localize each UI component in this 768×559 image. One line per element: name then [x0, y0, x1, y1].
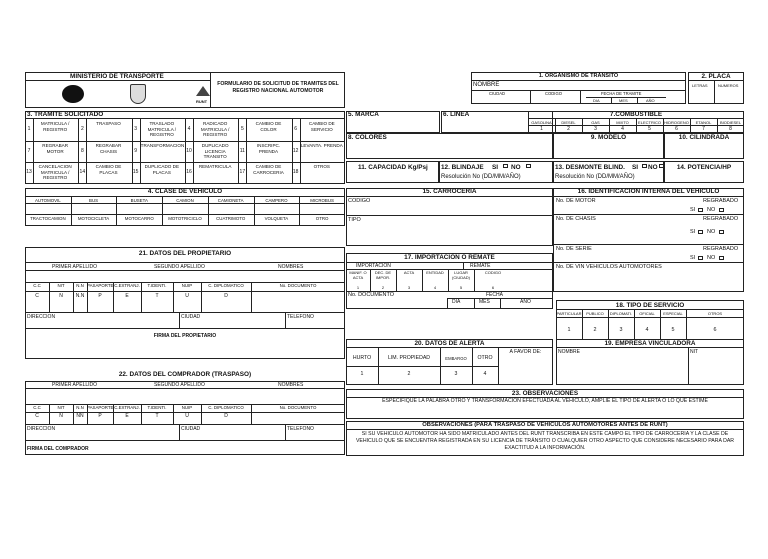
servicio-option-5[interactable]: ESPECIAL	[663, 311, 683, 316]
combustible-option-6[interactable]: HIDROGENO	[664, 120, 689, 125]
comprador-doc-code-4: E	[125, 413, 129, 419]
servicio-option-3[interactable]: DIPLOMATI.	[609, 311, 633, 316]
tramite-option-15[interactable]: DUPLICADO DE PLACAS	[144, 164, 180, 175]
placa-letras-label: LETRAS	[692, 83, 708, 88]
obs-traspaso-title: OBSERVACIONES (PARA TRASPASO DE VEHICULOS AUTOMOTORES ANTES DE RUNT)	[422, 422, 668, 428]
propietario-doc-code-1: N	[59, 293, 63, 299]
clase-option-microbus[interactable]: MICROBUS	[310, 198, 334, 203]
import-num-5: 5	[459, 285, 463, 290]
empresa-nit-label: NIT	[690, 349, 699, 355]
clase-option-otro[interactable]: OTRO	[315, 216, 329, 221]
import-col-3[interactable]: ACTA	[403, 270, 415, 275]
tramite-option-10[interactable]: DUPLICADO LICENCIA TRANSITO	[201, 143, 229, 159]
comprador-doc-code-3: P	[98, 413, 102, 419]
placa-numeros-label: NUMEROS	[718, 83, 739, 88]
desmonte-no-label: NO	[648, 164, 658, 171]
alerta-option-3[interactable]: OTRO	[477, 355, 493, 361]
tramite-number-18: 18	[292, 169, 299, 175]
comprador-ciudad: CIUDAD	[181, 426, 201, 432]
marca-label: 5. MARCA	[348, 111, 379, 118]
motor-regrabado-label: REGRABADO	[703, 198, 739, 204]
organismo-title: 1. ORGANISMO DE TRÁNSITO	[538, 73, 619, 79]
fecha-dia-label: DIA	[593, 98, 600, 103]
blindaje-si-checkbox[interactable]	[503, 164, 508, 168]
servicio-number-2: 2	[593, 327, 597, 333]
import-col-6[interactable]: CODIGO	[484, 270, 502, 275]
propietario-doc-code-2: N.N	[75, 293, 85, 299]
servicio-option-6[interactable]: OTROS	[707, 311, 723, 316]
form-title-line2: REGISTRO NACIONAL AUTOMOTOR	[232, 88, 324, 94]
form-title-line1: FORMULARIO DE SOLICITUD DE TRAMITES DEL	[217, 81, 339, 87]
observaciones-field[interactable]	[348, 406, 742, 418]
tramite-number-7: 7	[27, 147, 31, 154]
tramite-number-16: 16	[186, 169, 192, 175]
propietario-doc-type-5[interactable]: T.IDENTI.	[147, 283, 167, 288]
propietario-doc-type-0[interactable]: C.C	[33, 283, 41, 288]
tramite-option-11[interactable]: INSCRIPC. PRENDA	[256, 143, 281, 154]
import-mes: MES	[479, 299, 490, 305]
servicio-number-6: 6	[713, 327, 717, 333]
tramite-number-11: 11	[239, 147, 245, 154]
chasis-regrabado-no-checkbox[interactable]	[719, 230, 724, 234]
propietario-doc-code-5: T	[155, 293, 159, 299]
import-num-3: 3	[407, 285, 411, 290]
propietario-firma-field[interactable]	[27, 341, 343, 357]
tramite-option-9[interactable]: TRANSFORMACION	[140, 143, 185, 148]
fecha-ano-label: AÑO	[646, 98, 655, 103]
comprador-segundo-apellido: SEGUNDO APELLIDO	[154, 382, 205, 388]
blindaje-resolucion: Resolución No (DD/MM/AÑO)	[441, 174, 521, 180]
comprador-doc-type-2[interactable]: N.N	[76, 405, 84, 410]
alerta-option-2[interactable]: EMBARGO	[445, 356, 467, 361]
tramite-number-9: 9	[134, 147, 138, 154]
clase-option-campero[interactable]: CAMPERO	[265, 198, 288, 203]
tramite-option-14[interactable]: CAMBIO DE PLACAS	[95, 164, 122, 175]
comprador-nombres: NOMBRES	[278, 382, 304, 388]
grid-line	[25, 291, 345, 292]
observaciones-instructions: ESPECIFIQUE LA PALABRA OTRO Y TRANSFORMACIÓN EFECTUADA AL VEHICULO, AMPLIE EL TIPO DE ALERTA O LO QUE ESTIME	[382, 398, 708, 404]
remate-label: REMATE	[470, 263, 491, 269]
clase-option-motocicleta[interactable]: MOTOCICLETA	[77, 216, 110, 221]
chasis-label: No. DE CHASIS	[556, 216, 596, 222]
combustible-number-2: 2	[567, 126, 570, 132]
fecha-mes-label: MES	[619, 98, 628, 103]
tramite-number-3: 3	[134, 126, 138, 132]
clase-option-tractocamion[interactable]: TRACTOCAMION	[30, 216, 66, 221]
alerta-number-4: 4	[483, 371, 487, 377]
servicio-option-2[interactable]: PUBLICO	[586, 311, 604, 316]
placa-title: 2. PLACA	[701, 73, 731, 80]
desmonte-label: 13. DESMONTE BLIND.	[555, 164, 625, 171]
chasis-si-label: SI	[690, 229, 696, 235]
import-fecha: FECHA	[486, 292, 503, 298]
blindaje-label: 12. BLINDAJE	[441, 164, 484, 171]
alerta-option-0[interactable]: HURTO	[352, 355, 372, 361]
propietario-doc-type-8[interactable]: No. DOCUMENTO	[279, 283, 317, 288]
tramite-number-15: 15	[132, 169, 139, 175]
desmonte-si-checkbox[interactable]	[642, 164, 647, 168]
propietario-ciudad: CIUDAD	[181, 314, 201, 320]
comprador-direccion: DIRECCION	[27, 426, 56, 432]
ministry-logo	[62, 85, 84, 103]
linea-label: 6. LINEA	[443, 111, 470, 118]
comprador-title: 22. DATOS DEL COMPRADOR (TRASPASO)	[118, 371, 252, 378]
tramite-option-3[interactable]: TRASLADO MATRICULA / REGISTRO	[147, 121, 177, 137]
serie-label: No. DE SERIE	[556, 246, 592, 252]
coat-of-arms-logo	[130, 84, 146, 104]
propietario-doc-type-2[interactable]: N.N	[76, 283, 84, 288]
serie-regrabado-no-checkbox[interactable]	[719, 256, 724, 260]
combustible-option-2[interactable]: DIESEL	[561, 120, 576, 125]
organismo-nombre-field[interactable]	[505, 81, 685, 90]
comprador-firma: FIRMA DEL COMPRADOR	[27, 446, 89, 452]
carroceria-codigo-field[interactable]	[370, 197, 550, 215]
clase-option-mototriciclo[interactable]: MOTOTRICICLO	[168, 216, 202, 221]
obs-traspaso-text: SI SU VEHICULO AUTOMOTOR HA SIDO MATRICULADO ANTES DEL RUNT TRANSCRIBA EN ESTE CAMPO EL TIPO DE CARROCERIA Y LA CLASE DE VEHICULO QUE SE ENCUENTRA REGISTRADA EN SU LICENCIA DE TRÁNSITO O CUALQUIER OTRO ASPECTO QUE CONSIDERE NECESARIO PARA DAR EXACTITUD A LA INFORMACIÓN.	[355, 431, 735, 451]
servicio-number-1: 1	[567, 327, 571, 333]
tramite-option-4[interactable]: RADICADO MATRICULA / REGISTRO	[200, 121, 230, 137]
identificacion-title: 16. IDENTIFICACION INTERNA DEL VEHICULO	[577, 188, 720, 195]
blindaje-no-checkbox[interactable]	[526, 164, 531, 168]
alerta-title: 20. DATOS DE ALERTA	[414, 340, 485, 347]
tramite-number-5: 5	[240, 126, 244, 132]
tramite-option-12[interactable]: LEVANTA. PRENDA	[300, 143, 343, 148]
propietario-doc-type-7[interactable]: C. DIPLOMATICO	[208, 283, 244, 288]
fecha-tramite-label: FECHA DE TRAMITE	[601, 91, 642, 96]
grid-line	[463, 262, 464, 269]
blindaje-no-label: NO	[511, 164, 521, 171]
tramite-number-13: 13	[26, 169, 32, 175]
grid-line	[440, 347, 441, 385]
import-num-4: 4	[433, 285, 437, 290]
motor-si-label: SI	[690, 207, 696, 213]
propietario-doc-code-3: P	[98, 293, 102, 299]
comprador-doc-type-1[interactable]: NIT	[57, 405, 65, 410]
clase-option-bus[interactable]: BUS	[89, 198, 99, 203]
organismo-ciudad-label: CIUDAD	[489, 91, 506, 96]
propietario-firma: FIRMA DEL PROPIETARIO	[153, 333, 217, 339]
comprador-primer-apellido: PRIMER APELLIDO	[52, 382, 98, 388]
modelo-label: 9. MODELO	[590, 134, 627, 141]
tramite-number-1: 1	[27, 126, 31, 132]
comprador-firma-field[interactable]	[90, 441, 340, 454]
import-no-documento: No. DOCUMENTO	[348, 292, 395, 298]
empresa-title: 19. EMPRESA VINCULADORA	[604, 340, 696, 347]
propietario-doc-type-4[interactable]: C.EXTRANJ.	[114, 283, 140, 288]
clase-option-camion[interactable]: CAMION	[176, 198, 194, 203]
blindaje-si-label: SI	[492, 164, 499, 171]
clase-title: 4. CLASE DE VEHICULO	[147, 188, 223, 195]
tramite-option-13[interactable]: CANCELACION MATRICULA / REGISTRO	[38, 164, 72, 180]
desmonte-resolucion: Resolución No (DD/MM/AÑO)	[555, 174, 635, 180]
comprador-doc-type-6[interactable]: NUIP	[181, 405, 193, 410]
clase-option-cuatrimoto[interactable]: CUATRIMOTO	[216, 216, 246, 221]
observaciones-title: 23. OBSERVACIONES	[511, 390, 579, 397]
combustible-number-3: 3	[594, 126, 597, 132]
grid-line	[25, 203, 345, 204]
combustible-number-5: 5	[648, 126, 651, 132]
tramite-option-16[interactable]: REMATRICULA	[198, 164, 232, 169]
clase-option-volqueta[interactable]: VOLQUETA	[264, 216, 289, 221]
combustible-option-7[interactable]: ETANOL	[695, 120, 712, 125]
empresa-nombre-label: NOMBRE	[558, 349, 580, 355]
clase-option-camioneta[interactable]: CAMIONETA	[217, 198, 244, 203]
serie-no-label: NO	[707, 255, 716, 261]
organismo-codigo-label: CODIGO	[545, 91, 562, 96]
serie-regrabado-si-checkbox[interactable]	[698, 256, 703, 260]
comprador-doc-code-5: T	[155, 413, 159, 419]
servicio-number-4: 4	[645, 327, 649, 333]
carroceria-title: 15. CARROCERIA	[422, 188, 477, 195]
combustible-number-7: 7	[702, 126, 705, 132]
carroceria-tipo-label: TIPO	[348, 217, 361, 223]
comprador-doc-code-7: D	[224, 413, 228, 419]
tramite-option-1[interactable]: MATRICULA / REGISTRO	[40, 121, 70, 132]
comprador-doc-code-6: U	[185, 413, 189, 419]
combustible-title: 7.COMBUSTIBLE	[609, 111, 663, 118]
comprador-doc-code-2: NN	[76, 413, 84, 419]
import-dia: DIA	[452, 299, 461, 305]
propietario-doc-type-6[interactable]: NUIP	[181, 283, 193, 288]
import-num-6: 6	[491, 285, 495, 290]
import-col-2[interactable]: DEC. DE IMPOR.	[374, 270, 392, 280]
import-col-5[interactable]: LUGAR (CIUDAD)	[452, 270, 470, 280]
tramite-number-8: 8	[80, 147, 84, 154]
importacion-label: IMPORTACION	[356, 263, 391, 269]
organismo-nombre-label: NOMBRE	[473, 82, 500, 88]
carroceria-tipo-field[interactable]	[365, 216, 550, 244]
propietario-doc-code-6: U	[185, 293, 189, 299]
comprador-doc-code-0: C	[35, 413, 39, 419]
chasis-regrabado-label: REGRABADO	[703, 216, 739, 222]
tramite-number-12: 12	[292, 147, 299, 154]
combustible-number-4: 4	[621, 126, 624, 132]
import-num-1: 1	[356, 285, 360, 290]
comprador-doc-type-8[interactable]: No. DOCUMENTO	[279, 405, 317, 410]
alerta-number-3: 3	[454, 371, 458, 377]
carroceria-codigo-label: CODIGO	[348, 198, 371, 204]
tramite-option-6[interactable]: CAMBIO DE SERVICIO	[308, 121, 335, 132]
comprador-doc-code-1: N	[59, 413, 63, 419]
tramite-option-18[interactable]: OTROS	[313, 164, 330, 169]
clase-option-buseta[interactable]: BUSETA	[130, 198, 148, 203]
tramite-option-2[interactable]: TRASPASO	[96, 121, 121, 126]
combustible-option-4[interactable]: MIXTO	[616, 120, 629, 125]
combustible-number-1: 1	[540, 126, 543, 132]
chasis-regrabado-si-checkbox[interactable]	[698, 230, 703, 234]
tramite-number-6: 6	[294, 126, 298, 132]
cilindrada-label: 10. CILINDRADA	[678, 134, 730, 141]
tramite-option-7[interactable]: REGRABAR MOTOR	[42, 143, 69, 154]
comprador-doc-type-0[interactable]: C.C	[33, 405, 41, 410]
tramite-number-17: 17	[239, 169, 246, 175]
tramite-number-14: 14	[79, 169, 86, 175]
combustible-number-6: 6	[675, 126, 678, 132]
import-ano: AÑO	[520, 299, 531, 305]
propietario-doc-type-3[interactable]: PASAPORTE	[87, 283, 114, 288]
import-num-2: 2	[381, 285, 385, 290]
propietario-doc-code-7: D	[224, 293, 228, 299]
potencia-label: 14. POTENCIA/HP	[676, 164, 732, 171]
vin-label: No. DE VIN VEHICULOS AUTOMOTORES	[556, 264, 662, 270]
propietario-doc-code-4: E	[125, 293, 129, 299]
alerta-number-1: 1	[360, 371, 364, 377]
motor-no-label: NO	[707, 207, 716, 213]
combustible-option-3[interactable]: GAS	[591, 120, 600, 125]
tramite-option-17[interactable]: CAMBIO DE CARROCERIA	[253, 164, 284, 175]
comprador-doc-type-3[interactable]: PASAPORTE	[87, 405, 114, 410]
motor-regrabado-si-checkbox[interactable]	[698, 208, 703, 212]
alerta-number-2: 2	[407, 371, 411, 377]
grid-line	[472, 347, 473, 385]
combustible-option-8[interactable]: BIODIESEL	[719, 120, 742, 125]
importacion-title: 17. IMPORTACIÓN O REMATE	[404, 254, 495, 261]
propietario-doc-code-0: C	[35, 293, 39, 299]
combustible-option-5[interactable]: ELECTRICO	[638, 120, 661, 125]
motor-label: No. DE MOTOR	[556, 198, 596, 204]
propietario-title: 21. DATOS DEL PROPIETARIO	[138, 250, 232, 257]
propietario-direccion: DIRECCION	[27, 314, 56, 320]
import-col-4[interactable]: ENTIDAD	[426, 270, 444, 275]
servicio-title: 18. TIPO DE SERVICIO	[615, 302, 685, 309]
colores-label: 8. COLORES	[348, 134, 387, 141]
comprador-doc-type-5[interactable]: T.IDENTI.	[147, 405, 167, 410]
ministry-name: MINISTERIO DE TRANSPORTE	[70, 73, 164, 80]
runt-logo-text: RUNT	[196, 99, 208, 104]
propietario-doc-type-1[interactable]: NIT	[57, 283, 65, 288]
combustible-option-1[interactable]: GASOLINA	[531, 120, 552, 125]
grid-line	[378, 347, 379, 385]
grid-line	[25, 412, 345, 413]
combustible-number-8: 8	[729, 126, 732, 132]
alerta-option-4[interactable]: A FAVOR DE:	[509, 349, 542, 355]
comprador-doc-type-7[interactable]: C. DIPLOMATICO	[208, 405, 244, 410]
propietario-telefono: TELEFONO	[287, 314, 314, 320]
capacidad-label: 11. CAPACIDAD Kg/Psj	[358, 164, 428, 171]
servicio-number-3: 3	[619, 327, 623, 333]
servicio-option-4[interactable]: OFICIAL	[639, 311, 655, 316]
tramite-number-10: 10	[186, 147, 192, 154]
propietario-nombres: NOMBRES	[278, 264, 304, 270]
comprador-telefono: TELEFONO	[287, 426, 314, 432]
serie-regrabado-label: REGRABADO	[703, 246, 739, 252]
comprador-doc-type-4[interactable]: C.EXTRANJ.	[114, 405, 140, 410]
tramite-option-8[interactable]: REGRABAR CHASIS	[95, 143, 122, 154]
tramite-option-5[interactable]: CAMBIO DE COLOR	[255, 121, 282, 132]
clase-option-motocarro[interactable]: MOTOCARRO	[124, 216, 154, 221]
servicio-option-1[interactable]: PARTICULAR	[556, 311, 582, 316]
tramite-number-2: 2	[80, 126, 84, 132]
propietario-segundo-apellido: SEGUNDO APELLIDO	[154, 264, 205, 270]
chasis-no-label: NO	[707, 229, 716, 235]
motor-regrabado-no-checkbox[interactable]	[719, 208, 724, 212]
tramite-title: 3. TRAMITE SOLICITADO	[27, 111, 104, 118]
tramite-number-4: 4	[187, 126, 191, 132]
alerta-option-1[interactable]: LIM. PROPIEDAD	[387, 355, 431, 361]
clase-option-automovil[interactable]: AUTOMOVIL	[34, 198, 61, 203]
serie-si-label: SI	[690, 255, 696, 261]
servicio-number-5: 5	[671, 327, 675, 333]
desmonte-si-label: SI	[632, 164, 639, 171]
import-col-1[interactable]: MANIF. O ACTA	[349, 270, 367, 280]
propietario-primer-apellido: PRIMER APELLIDO	[52, 264, 98, 270]
